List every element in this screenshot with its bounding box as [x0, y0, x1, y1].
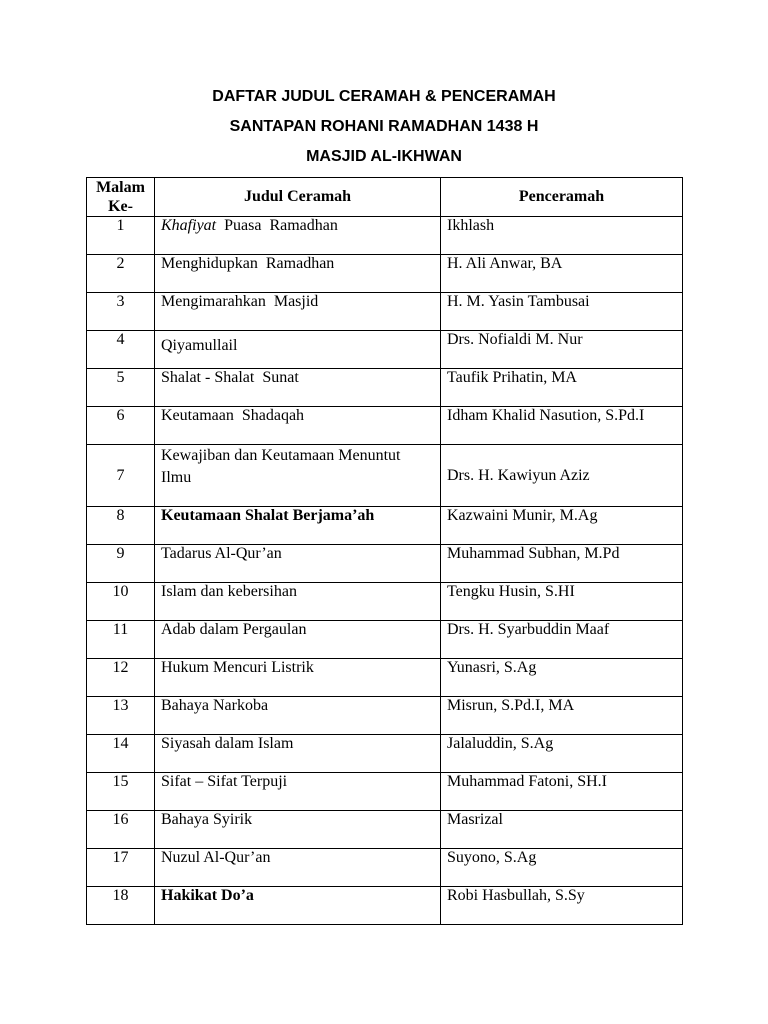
row-number: 9 [87, 545, 155, 583]
lecture-title: Islam dan kebersihan [155, 583, 441, 621]
table-row [87, 621, 683, 659]
table-row [87, 659, 683, 697]
lecture-title: Qiyamullail [155, 331, 441, 369]
lecture-title-italic: Khafiyat [161, 217, 217, 234]
row-number: 4 [87, 331, 155, 369]
lecture-title: Tadarus Al-Qur’an [155, 545, 441, 583]
row-number: 14 [87, 735, 155, 773]
document-subtitle: SANTAPAN ROHANI RAMADHAN 1438 H [229, 118, 539, 135]
row-number: 12 [87, 659, 155, 697]
lecture-title: Hukum Mencuri Listrik [155, 659, 441, 697]
row-number: 1 [87, 217, 155, 255]
lecture-title: Bahaya Narkoba [155, 697, 441, 735]
table-row [87, 697, 683, 735]
speaker-name: Jalaluddin, S.Ag [441, 735, 683, 773]
speaker-name: Muhammad Subhan, M.Pd [441, 545, 683, 583]
speaker-name: Yunasri, S.Ag [441, 659, 683, 697]
column-header-judul: Judul Ceramah [155, 178, 441, 217]
table-row [87, 507, 683, 545]
speaker-name: Drs. H. Syarbuddin Maaf [441, 621, 683, 659]
lecture-title: Hakikat Do’a [155, 887, 441, 925]
table-row [87, 331, 683, 369]
speaker-name: Suyono, S.Ag [441, 849, 683, 887]
speaker-name: Kazwaini Munir, M.Ag [441, 507, 683, 545]
lecture-title: Keutamaan Shadaqah [155, 407, 441, 445]
row-number: 16 [87, 811, 155, 849]
row-number: 2 [87, 255, 155, 293]
speaker-name: Drs. H. Kawiyun Aziz [441, 445, 683, 507]
document-venue: MASJID AL-IKHWAN [306, 148, 462, 165]
speaker-name: Idham Khalid Nasution, S.Pd.I [441, 407, 683, 445]
table-row [87, 369, 683, 407]
lecture-title: Siyasah dalam Islam [155, 735, 441, 773]
column-header-penceramah: Penceramah [441, 178, 683, 217]
document-title: DAFTAR JUDUL CERAMAH & PENCERAMAH [212, 88, 556, 105]
row-number: 11 [87, 621, 155, 659]
speaker-name: Muhammad Fatoni, SH.I [441, 773, 683, 811]
table-row [87, 407, 683, 445]
lecture-title: Menghidupkan Ramadhan [155, 255, 441, 293]
table-row [87, 583, 683, 621]
row-number: 15 [87, 773, 155, 811]
lecture-title-rest: Puasa Ramadhan [216, 217, 338, 234]
lecture-title: Adab dalam Pergaulan [155, 621, 441, 659]
lecture-title: Nuzul Al-Qur’an [155, 849, 441, 887]
row-number: 13 [87, 697, 155, 735]
row-number: 8 [87, 507, 155, 545]
lecture-title: Kewajiban dan Keutamaan Menuntut Ilmu [155, 445, 441, 507]
speaker-name: Misrun, S.Pd.I, MA [441, 697, 683, 735]
row-number: 17 [87, 849, 155, 887]
row-number: 10 [87, 583, 155, 621]
table-row [87, 887, 683, 925]
speaker-name: Drs. Nofialdi M. Nur [441, 331, 683, 369]
row-number: 3 [87, 293, 155, 331]
table-row [87, 217, 683, 255]
table-row [87, 293, 683, 331]
table-row [87, 545, 683, 583]
speaker-name: Tengku Husin, S.HI [441, 583, 683, 621]
table-header-row [87, 178, 683, 217]
lecture-title: Keutamaan Shalat Berjama’ah [155, 507, 441, 545]
schedule-table [86, 177, 683, 925]
table-row [87, 811, 683, 849]
speaker-name: Robi Hasbullah, S.Sy [441, 887, 683, 925]
lecture-title: Shalat - Shalat Sunat [155, 369, 441, 407]
lecture-title [155, 217, 441, 255]
table-row [87, 773, 683, 811]
column-header-malam: Malam Ke- [87, 178, 155, 217]
row-number: 18 [87, 887, 155, 925]
speaker-name: Taufik Prihatin, MA [441, 369, 683, 407]
lecture-title: Mengimarahkan Masjid [155, 293, 441, 331]
table-row [87, 735, 683, 773]
row-number: 6 [87, 407, 155, 445]
speaker-name: H. Ali Anwar, BA [441, 255, 683, 293]
speaker-name: Masrizal [441, 811, 683, 849]
speaker-name: Ikhlash [441, 217, 683, 255]
row-number: 5 [87, 369, 155, 407]
lecture-title: Bahaya Syirik [155, 811, 441, 849]
table-row [87, 445, 683, 507]
lecture-title: Sifat – Sifat Terpuji [155, 773, 441, 811]
speaker-name: H. M. Yasin Tambusai [441, 293, 683, 331]
table-row [87, 849, 683, 887]
row-number: 7 [87, 445, 155, 507]
table-row [87, 255, 683, 293]
